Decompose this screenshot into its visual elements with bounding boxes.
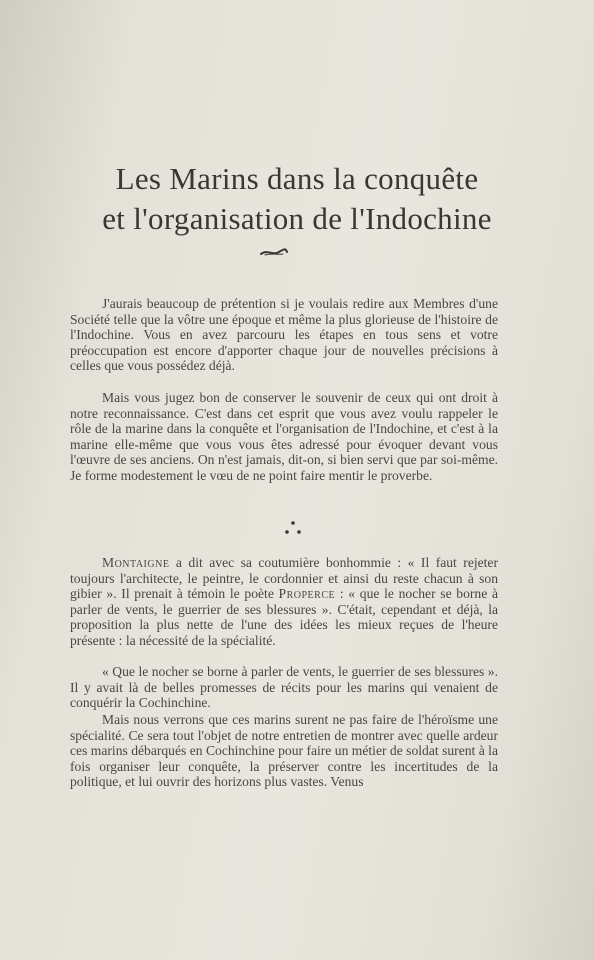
paragraph-2: Mais vous jugez bon de conserver le souvenir de ceux qui ont droit à notre reconnaissance. C'est dans cet esprit que vous avez voulu rappeler le rôle de la marine dans la conquête et l'organisation de l'Indochine, et c'est à la marine elle-même que vous vous êtes adressé pour évoquer devant vous l'œuvre de ses anciens. On n'est jamais, dit-on, si bien servi que par soi-même. Je forme modestement le vœu de ne point faire mentir le proverbe. [70,390,498,483]
flourish-ornament-icon [259,246,289,258]
paragraph-4: « Que le nocher se borne à parler de vents, le guerrier de ses blessures ». Il y avait là de belles promesses de récits pour les marins qui venaient de conquérir la Cochinchine. [70,664,498,711]
paragraph-1: J'aurais beaucoup de prétention si je voulais redire aux Membres d'une Société telle que la vôtre une époque et même la plus glorieuse de l'histoire de l'Indochine. Vous en avez parcouru les étapes en tous sens et votre préoccupation est encore d'apporter chaque jour de nouvelles précisions à celles que vous possédez déjà. [70,296,498,374]
chapter-title-line-1: Les Marins dans la conquête [115,161,479,196]
author-name-properce: Properce [278,586,336,602]
paragraph-3-text-a: a dit avec sa coutumière bonhommie : « Il faut rejeter toujours l'architecte, le peintre, le cordonnier et ainsi du reste chacun à son gibier ». Il prenait à témoin le poète [70,555,498,602]
paragraph-3 [70,555,498,649]
three-dots-separator-icon [278,520,308,536]
chapter-title-line-2: et l'organisation de l'Indochine [102,201,492,236]
author-name-montaigne: Montaigne [102,555,170,570]
paragraph-5: Mais nous verrons que ces marins surent ne pas faire de l'héroïsme une spécialité. Ce sera tout l'objet de notre entretien de montrer avec quelle ardeur ces marins débarqués en Cochinchine pour faire un métier de soldat surent à la fois organiser leur conquête, la préserver contre les incertitudes de la politique, et lui ouvrir des horizons plus vastes. Venus [70,712,498,790]
paragraph-3-text-b: : « que le nocher se borne à parler de vents, le guerrier de ses blessures ». C'était, cependant et déjà, la proposition la plus nette de l'une des idées les mieux reçues de l'heure présente : la nécessité de la spécialité. [70,586,498,648]
